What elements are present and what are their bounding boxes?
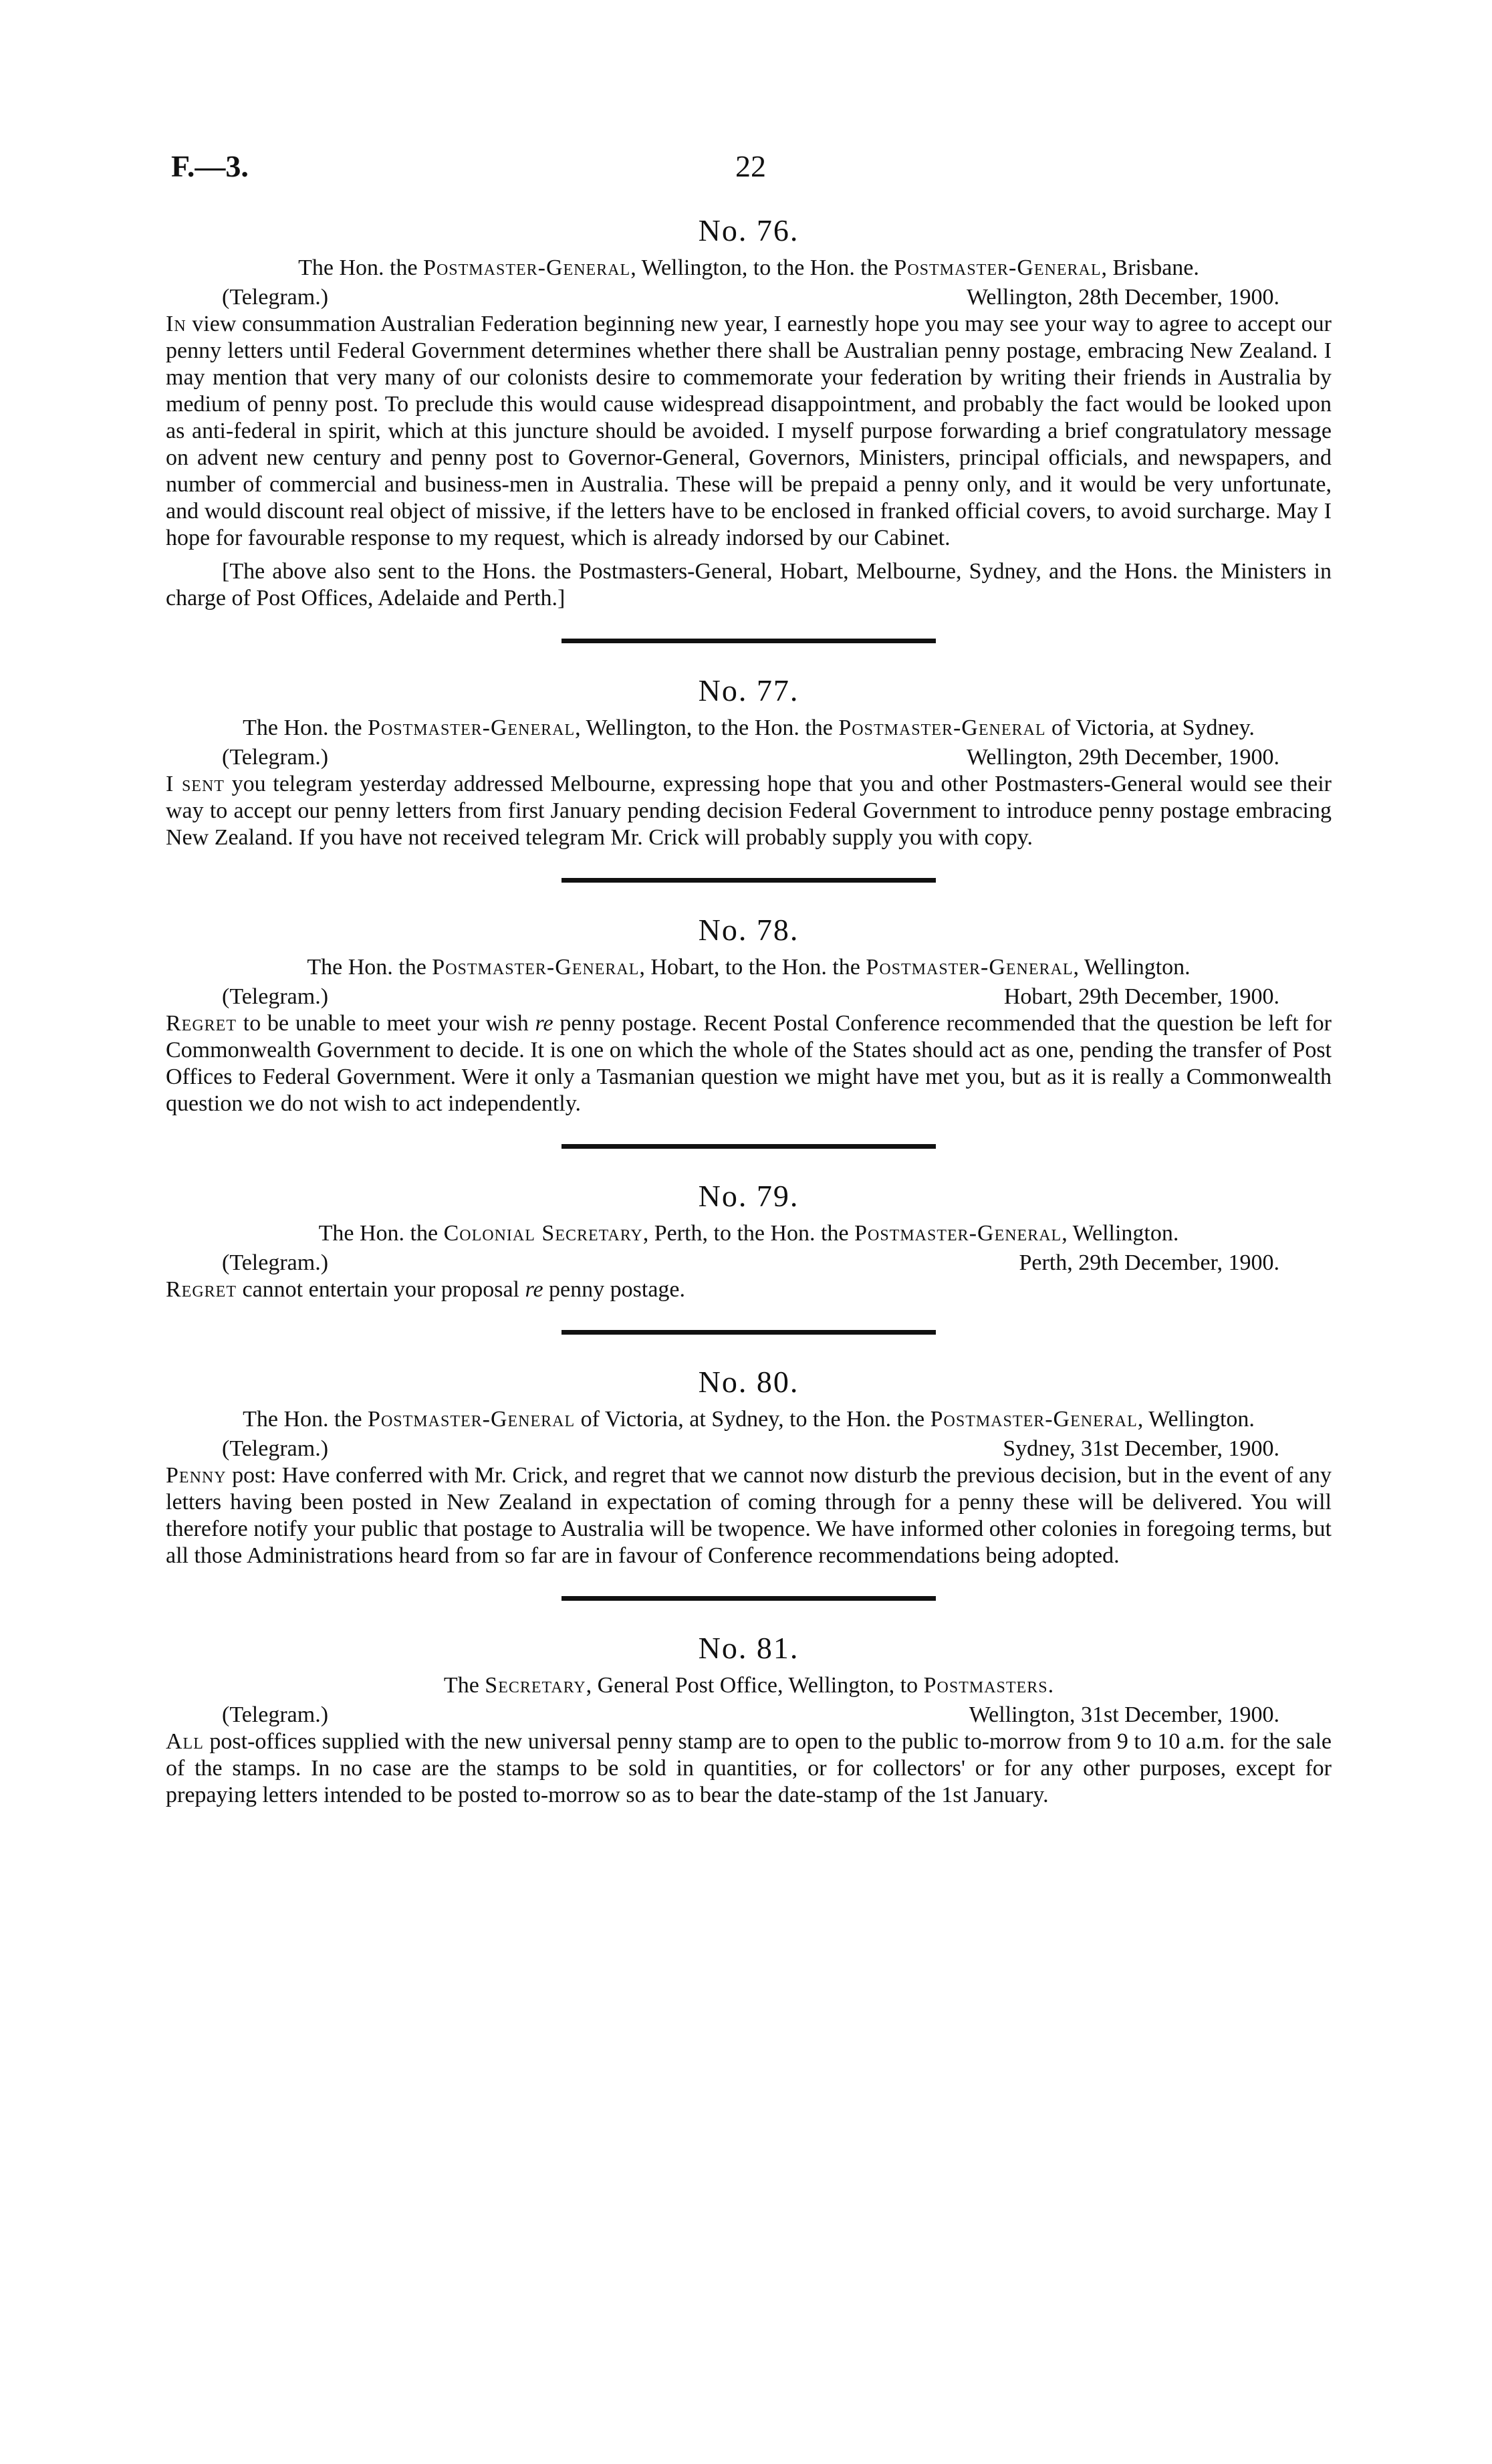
address-title: Colonial Secretary (443, 1221, 643, 1246)
section-number: No. 81. (698, 1631, 799, 1665)
telegram-date-place: Wellington, 28th December, 1900. (966, 285, 1279, 310)
telegram-section-79 (166, 1178, 1332, 1303)
lead-word: In (166, 312, 186, 336)
telegram-label: (Telegram.) (222, 1436, 329, 1461)
body-text: post: Have conferred with Mr. Crick, and regret that we cannot now disturb the previous decision, but in the event of any letters having been posted in New Zealand in expectation of coming through for a penny these will be delivered. You will therefore notify your public that postage to Australia will be twopence. We have informed other colonies in foregoing terms, but all those Administrations heard from so far are in favour of Conference recommendations being adopted. (166, 1463, 1332, 1568)
telegram-meta (166, 1250, 1332, 1276)
telegram-date-place: Wellington, 29th December, 1900. (966, 745, 1279, 770)
address-text: . (1047, 1673, 1054, 1698)
section-divider (562, 1144, 936, 1149)
telegram-section-76 (166, 213, 1332, 612)
telegram-section-80 (166, 1364, 1332, 1569)
body-italic: re (525, 1277, 543, 1302)
address-text: , Wellington. (1062, 1221, 1179, 1246)
address-text: , General Post Office, Wellington, to (586, 1673, 924, 1698)
telegram-date-place: Perth, 29th December, 1900. (1019, 1250, 1279, 1275)
address-title: Postmaster-General (838, 715, 1046, 740)
address-title: Postmaster-General (368, 1407, 576, 1432)
address-title: Postmaster-General (930, 1407, 1138, 1432)
telegram-body (166, 1728, 1332, 1809)
section-number: No. 76. (698, 213, 799, 247)
body-text: you telegram yesterday addressed Melbourne, expressing hope that you and other Postmasters-General would see their way to accept our penny letters from first January pending decision Federal Government to introduce penny postage embracing New Zealand. If you have not received telegram Mr. Crick will probably supply you with copy. (166, 772, 1332, 850)
address-title: Postmasters (923, 1673, 1048, 1698)
document-body (166, 213, 1332, 1809)
telegram-body (166, 771, 1332, 851)
telegram-body (166, 1010, 1332, 1117)
telegram-section-78 (166, 912, 1332, 1117)
body-text: cannot entertain your proposal (237, 1277, 525, 1302)
address-title: Postmaster-General (866, 955, 1074, 980)
address-text: , Hobart, to the Hon. the (639, 955, 866, 980)
telegram-section-77 (166, 673, 1332, 851)
address-line (166, 1220, 1332, 1247)
address-text: of Victoria, at Sydney, to the Hon. the (575, 1407, 930, 1432)
address-text: , Perth, to the Hon. the (642, 1221, 855, 1246)
lead-word: Penny (166, 1463, 227, 1488)
telegram-label: (Telegram.) (222, 1702, 329, 1727)
section-divider (562, 878, 936, 883)
address-line (166, 1406, 1332, 1433)
section-divider (562, 1330, 936, 1335)
section-number: No. 79. (698, 1179, 799, 1213)
address-text: The Hon. the (243, 715, 368, 740)
address-line (166, 1672, 1332, 1699)
address-text: The Hon. the (298, 255, 424, 280)
address-text: , Brisbane. (1101, 255, 1199, 280)
address-text: The (443, 1673, 485, 1698)
telegram-meta (166, 984, 1332, 1010)
lead-word: Regret (166, 1277, 237, 1302)
body-text: to be unable to meet your wish (237, 1011, 535, 1036)
telegram-body (166, 311, 1332, 552)
telegram-meta (166, 1702, 1332, 1728)
address-title: Postmaster-General (368, 715, 576, 740)
address-text: of Victoria, at Sydney. (1045, 715, 1255, 740)
address-title: Secretary (485, 1673, 586, 1698)
address-line (166, 954, 1332, 981)
address-text: , Wellington, to the Hon. the (630, 255, 894, 280)
telegram-label: (Telegram.) (222, 1250, 329, 1275)
telegram-meta (166, 1436, 1332, 1462)
address-line (166, 715, 1332, 742)
page-number: 22 (735, 149, 766, 183)
address-text: , Wellington, to the Hon. the (575, 715, 839, 740)
telegram-date-place: Sydney, 31st December, 1900. (1003, 1436, 1279, 1461)
section-divider (562, 639, 936, 643)
address-title: Postmaster-General (854, 1221, 1062, 1246)
editorial-note: [The above also sent to the Hons. the Postmasters-General, Hobart, Melbourne, Sydney, and the Hons. the Ministers in charge of Post Offices, Adelaide and Perth.] (166, 559, 1332, 610)
address-text: , Wellington. (1073, 955, 1191, 980)
address-line (166, 255, 1332, 282)
address-text: The Hon. the (307, 955, 432, 980)
document-reference: F.—3. (171, 149, 249, 183)
lead-word: All (166, 1729, 204, 1754)
address-title: Postmaster-General (423, 255, 631, 280)
body-text: post-offices supplied with the new universal penny stamp are to open to the public to-morrow from 9 to 10 a.m. for the sale of the stamps. In no case are the stamps to be sold in quantities, or for collectors' or for any other purposes, except for prepaying letters intended to be posted to-morrow so as to bear the date-stamp of the 1st January. (166, 1729, 1332, 1807)
telegram-body (166, 1462, 1332, 1569)
lead-word: I sent (166, 772, 225, 796)
section-number: No. 77. (698, 673, 799, 707)
body-text: penny postage. Recent Postal Conference recommended that the question be left for Commonwealth Government to decide. It is one on which the whole of the States should act as one, pending the transfer of Post Offices to Federal Government. Were it only a Tasmanian question we might have met you, but as it is really a Commonwealth question we do not wish to act independently. (166, 1011, 1332, 1116)
section-divider (562, 1596, 936, 1601)
body-text: view consummation Australian Federation beginning new year, I earnestly hope you may see your way to agree to accept our penny letters until Federal Government determines whether there shall be Australian penny postage, embracing New Zealand. I may mention that very many of our colonists desire to commemorate your federation by writing their friends in Australia by medium of penny post. To preclude this would cause widespread disappointment, and probably the fact would be looked upon as anti-federal in spirit, which at this juncture should be avoided. I myself purpose forwarding a brief congratulatory message on advent new century and penny post to Governor-General, Governors, Ministers, principal officials, and newspapers, and number of commercial and business-men in Australia. These will be prepaid a penny only, and it would be very unfortunate, and would discount real object of missive, if the letters have to be enclosed in franked official covers, to avoid surcharge. May I hope for favourable response to my request, which is already indorsed by our Cabinet. (166, 312, 1332, 550)
telegram-label: (Telegram.) (222, 745, 329, 770)
telegram-meta (166, 744, 1332, 771)
telegram-label: (Telegram.) (222, 285, 329, 310)
telegram-section-81 (166, 1630, 1332, 1809)
lead-word: Regret (166, 1011, 237, 1036)
telegram-label: (Telegram.) (222, 984, 329, 1009)
telegram-date-place: Wellington, 31st December, 1900. (969, 1702, 1279, 1727)
section-number: No. 80. (698, 1365, 799, 1399)
address-title: Postmaster-General (432, 955, 640, 980)
body-text: penny postage. (543, 1277, 685, 1302)
telegram-date-place: Hobart, 29th December, 1900. (1003, 984, 1279, 1009)
page-header (0, 148, 1492, 189)
section-number: No. 78. (698, 913, 799, 947)
address-text: The Hon. the (243, 1407, 368, 1432)
body-italic: re (535, 1011, 553, 1036)
telegram-body (166, 1276, 1332, 1303)
address-title: Postmaster-General (894, 255, 1102, 280)
address-text: , Wellington. (1137, 1407, 1255, 1432)
telegram-meta (166, 284, 1332, 311)
address-text: The Hon. the (318, 1221, 444, 1246)
